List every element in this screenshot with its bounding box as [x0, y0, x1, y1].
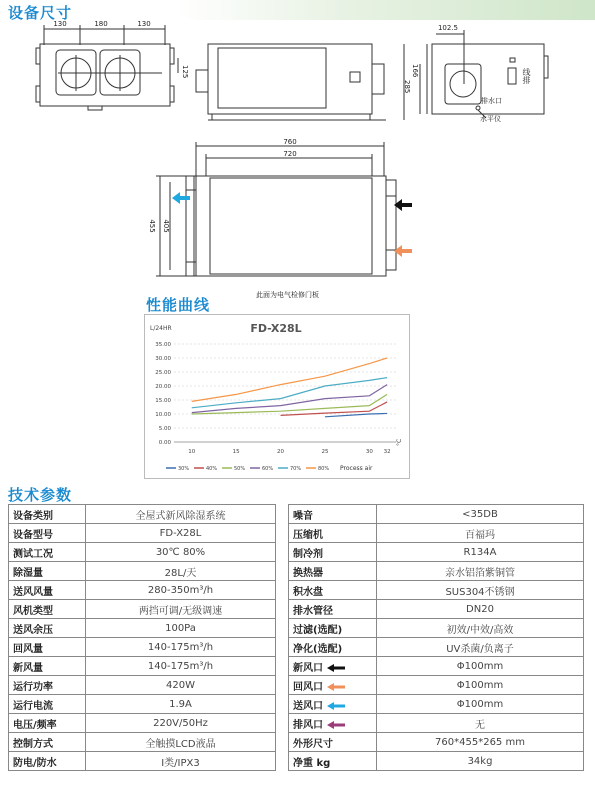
panel-note: 此面为电气检修门板	[256, 291, 319, 299]
spec-key	[289, 638, 377, 657]
spec-key	[9, 562, 86, 581]
spec-key	[9, 524, 86, 543]
spec-row	[289, 657, 584, 676]
spec-key	[9, 676, 86, 695]
dim-width-outer: 760	[283, 138, 297, 146]
spec-key	[289, 524, 377, 543]
label-wire: 线排	[522, 68, 531, 84]
spec-row	[289, 581, 584, 600]
label-level: 水平仪	[480, 115, 501, 123]
y-tick-label: 35.00	[155, 342, 171, 348]
spec-row	[289, 733, 584, 752]
spec-value: 140-175m³/h	[86, 657, 276, 676]
spec-row	[289, 600, 584, 619]
legend-label: 40%	[206, 466, 218, 472]
y-tick-label: 20.00	[155, 384, 171, 390]
section-title-dimensions: 设备尺寸	[8, 4, 73, 22]
spec-value: DN20	[377, 600, 584, 619]
spec-value: 初效/中效/高效	[377, 619, 584, 638]
spec-key	[289, 695, 377, 714]
spec-value: 30℃ 80%	[86, 543, 276, 562]
dim-height-inner: 405	[162, 219, 170, 233]
spec-key	[9, 638, 86, 657]
spec-key	[9, 581, 86, 600]
spec-row	[289, 638, 584, 657]
spec-row	[289, 543, 584, 562]
airflow-arrow-icon	[327, 721, 345, 729]
spec-row	[289, 524, 584, 543]
spec-row	[9, 733, 276, 752]
spec-key	[9, 733, 86, 752]
spec-key-label: 净化(选配)	[293, 643, 343, 655]
spec-row	[9, 581, 276, 600]
spec-key	[9, 714, 86, 733]
legend-label: 60%	[262, 466, 274, 472]
spec-key-label: 送风余压	[13, 624, 53, 636]
spec-row	[9, 676, 276, 695]
spec-row	[289, 562, 584, 581]
spec-key	[9, 752, 86, 771]
top-view-drawing	[36, 25, 178, 110]
spec-value: 两挡可调/无级调速	[86, 600, 276, 619]
x-tick-label: 25	[321, 449, 329, 455]
x-tick-label: 15	[232, 449, 240, 455]
performance-chart	[144, 314, 410, 479]
spec-value: 100Pa	[86, 619, 276, 638]
y-tick-label: 25.00	[155, 370, 171, 376]
spec-value: 28L/天	[86, 562, 276, 581]
spec-value: 34kg	[377, 752, 584, 771]
spec-row	[9, 695, 276, 714]
legend-label: 80%	[318, 466, 330, 472]
spec-value: SUS304不锈钢	[377, 581, 584, 600]
spec-key	[9, 695, 86, 714]
spec-key	[289, 562, 377, 581]
spec-row	[289, 619, 584, 638]
spec-key-label: 外形尺寸	[293, 738, 333, 750]
spec-key-label: 新风口	[293, 662, 323, 674]
spec-row	[289, 752, 584, 771]
spec-value: 百福玛	[377, 524, 584, 543]
spec-value: 220V/50Hz	[86, 714, 276, 733]
spec-row	[9, 524, 276, 543]
spec-value: 280-350m³/h	[86, 581, 276, 600]
spec-value: Φ100mm	[377, 695, 584, 714]
spec-key	[289, 581, 377, 600]
legend-label: 50%	[234, 466, 246, 472]
spec-row	[289, 695, 584, 714]
x-unit-label: °C	[396, 438, 403, 446]
dim-height-outer: 455	[148, 219, 156, 233]
y-tick-label: 15.00	[155, 398, 171, 404]
spec-row	[9, 562, 276, 581]
x-tick-label: 30	[365, 449, 373, 455]
spec-key	[289, 505, 377, 524]
supply-arrow-icon	[172, 192, 190, 204]
spec-key	[289, 714, 377, 733]
spec-key-label: 风机类型	[13, 605, 53, 617]
spec-key-label: 送风口	[293, 700, 323, 712]
airflow-arrow-icon	[327, 702, 345, 710]
dim-top-3: 130	[137, 20, 151, 28]
legend-suffix: Process air	[340, 465, 373, 472]
spec-value: 亲水铝箔紫铜管	[377, 562, 584, 581]
spec-key	[9, 505, 86, 524]
legend-label: 30%	[178, 466, 190, 472]
spec-key-label: 设备型号	[13, 529, 53, 541]
spec-key	[289, 600, 377, 619]
spec-key-label: 测试工况	[13, 548, 53, 560]
spec-key	[289, 676, 377, 695]
spec-value: 420W	[86, 676, 276, 695]
spec-key-label: 过滤(选配)	[293, 624, 343, 636]
side-view-drawing	[196, 44, 404, 120]
spec-row	[289, 714, 584, 733]
spec-key	[9, 543, 86, 562]
spec-row	[9, 600, 276, 619]
dim-width-inner: 720	[283, 150, 297, 158]
spec-key-label: 排风口	[293, 719, 323, 731]
spec-value: 无	[377, 714, 584, 733]
x-tick-label: 20	[277, 449, 285, 455]
spec-value: Φ100mm	[377, 657, 584, 676]
spec-value: 全触摸LCD液晶	[86, 733, 276, 752]
spec-key	[9, 657, 86, 676]
dim-end: 102.5	[437, 24, 459, 32]
spec-key	[289, 543, 377, 562]
spec-value: R134A	[377, 543, 584, 562]
spec-key-label: 压缩机	[293, 529, 323, 541]
dim-side-b: 285	[403, 80, 411, 94]
spec-key-label: 防电/防水	[13, 757, 57, 769]
spec-key-label: 除湿量	[13, 567, 43, 579]
dim-top-side: 125	[181, 65, 189, 79]
return-air-arrow-icon	[394, 245, 412, 257]
spec-table-right	[288, 504, 584, 771]
chart-ylabel: L/24HR	[150, 325, 172, 332]
y-tick-label: 30.00	[155, 356, 171, 362]
spec-key	[289, 657, 377, 676]
spec-key-label: 积水盘	[293, 586, 323, 598]
spec-key-label: 回风口	[293, 681, 323, 693]
spec-key	[289, 733, 377, 752]
airflow-arrow-icon	[327, 683, 345, 691]
spec-row	[9, 505, 276, 524]
front-view-drawing	[156, 142, 396, 276]
y-tick-label: 10.00	[155, 412, 171, 418]
section-title-curve: 性能曲线	[146, 296, 211, 314]
spec-key-label: 控制方式	[13, 738, 53, 750]
spec-key-label: 噪音	[293, 510, 313, 522]
x-tick-label: 10	[188, 449, 196, 455]
x-tick-label: 32	[383, 449, 391, 455]
spec-row	[289, 505, 584, 524]
spec-table-left	[8, 504, 276, 771]
spec-key-label: 送风风量	[13, 586, 53, 598]
spec-key-label: 制冷剂	[293, 548, 323, 560]
spec-key	[9, 619, 86, 638]
spec-row	[289, 676, 584, 695]
dimension-drawings	[0, 0, 595, 300]
y-tick-label: 0.00	[158, 440, 171, 446]
spec-value: FD-X28L	[86, 524, 276, 543]
spec-key-label: 设备类别	[13, 510, 53, 522]
spec-row	[9, 752, 276, 771]
spec-row	[9, 638, 276, 657]
spec-key-label: 排水管径	[293, 605, 333, 617]
spec-key	[289, 752, 377, 771]
spec-key-label: 运行功率	[13, 681, 53, 693]
spec-key-label: 换热器	[293, 567, 323, 579]
spec-value: 全屋式新风除湿系统	[86, 505, 276, 524]
dim-top-1: 130	[53, 20, 67, 28]
spec-value: 760*455*265 mm	[377, 733, 584, 752]
section-title-specs: 技术参数	[8, 486, 73, 504]
spec-value: Φ100mm	[377, 676, 584, 695]
spec-key-label: 运行电流	[13, 700, 53, 712]
chart-title: FD-X28L	[250, 322, 302, 335]
spec-key-label: 净重 kg	[293, 757, 331, 769]
spec-value: <35DB	[377, 505, 584, 524]
dim-top-2: 180	[94, 20, 108, 28]
spec-row	[9, 714, 276, 733]
spec-key-label: 电压/频率	[13, 719, 57, 731]
spec-row	[9, 543, 276, 562]
label-drain: 排水口	[481, 97, 502, 105]
dim-side-a: 166	[411, 64, 419, 78]
spec-key	[289, 619, 377, 638]
spec-key	[9, 600, 86, 619]
y-tick-label: 5.00	[158, 426, 171, 432]
legend-label: 70%	[290, 466, 302, 472]
spec-value: I类/IPX3	[86, 752, 276, 771]
spec-key-label: 新风量	[13, 662, 43, 674]
spec-row	[9, 619, 276, 638]
spec-row	[9, 657, 276, 676]
spec-value: 140-175m³/h	[86, 638, 276, 657]
fresh-air-arrow-icon	[394, 199, 412, 211]
spec-value: 1.9A	[86, 695, 276, 714]
spec-key-label: 回风量	[13, 643, 43, 655]
spec-value: UV杀菌/负离子	[377, 638, 584, 657]
airflow-arrow-icon	[327, 664, 345, 672]
